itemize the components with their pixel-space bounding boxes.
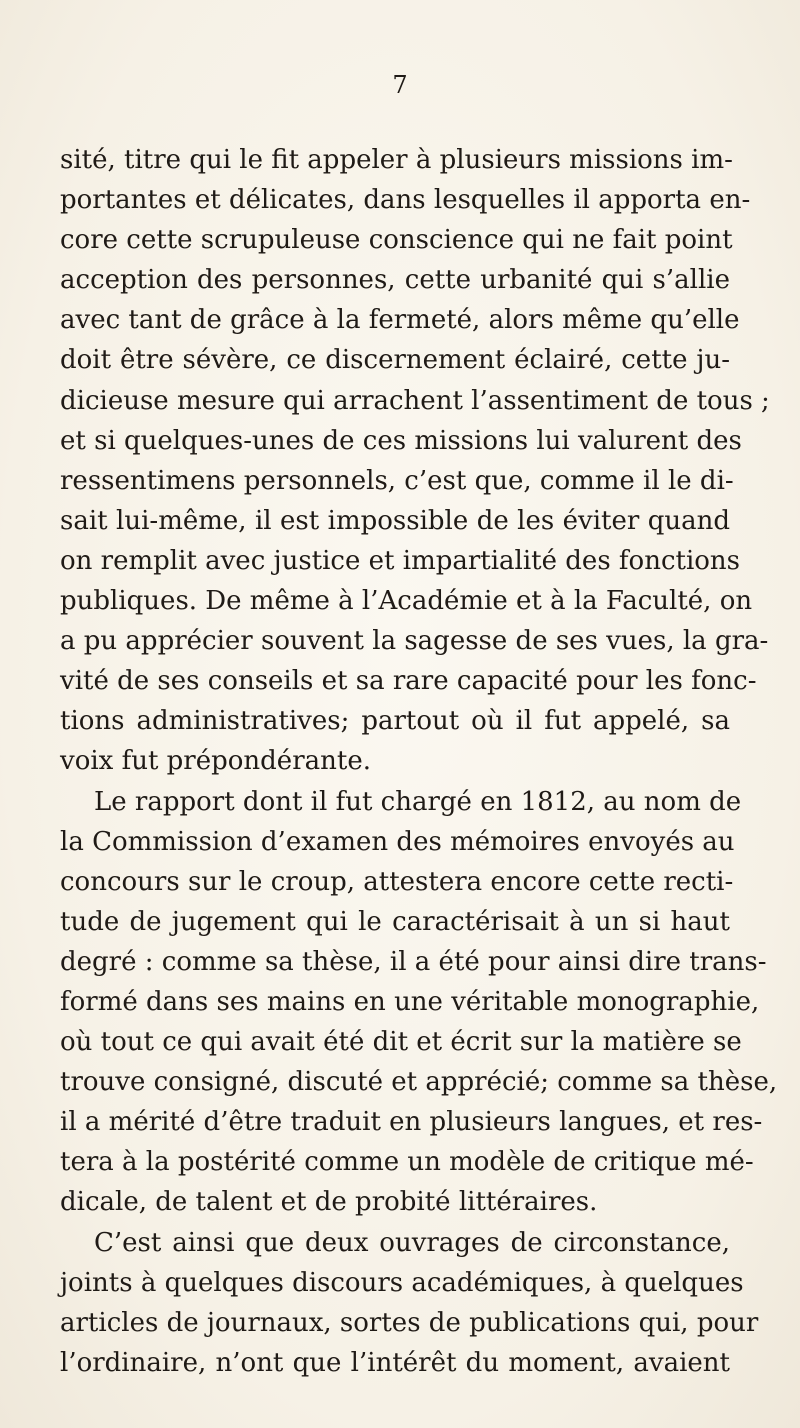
text-line: on remplit avec justice et impartialité des fonctions <box>60 545 741 576</box>
text-line: tera à la postérité comme un modèle de critique mé- <box>60 1147 754 1178</box>
text-line: sité, titre qui le fit appeler à plusieurs missions im- <box>60 145 733 175</box>
paragraph-start-line: C’est ainsi que deux ouvrages de circonstance, <box>94 1227 730 1258</box>
text-line: sait lui-même, il est impossible de les éviter quand <box>60 505 730 536</box>
text-line: et si quelques-unes de ces missions lui valurent des <box>60 425 742 456</box>
text-line: où tout ce qui avait été dit et écrit sur la matière se <box>60 1027 742 1058</box>
text-line: degré : comme sa thèse, il a été pour ainsi dire trans- <box>60 946 767 977</box>
text-line: joints à quelques discours académiques, à quelques <box>60 1267 744 1298</box>
paragraph-start-line: Le rapport dont il fut chargé en 1812, au nom de <box>94 786 742 817</box>
paragraph-end-line: dicale, de talent et de probité littéraires. <box>60 1187 598 1218</box>
text-line: publiques. De même à l’Académie et à la Faculté, on <box>60 586 753 617</box>
text-line: avec tant de grâce à la fermeté, alors même qu’elle <box>60 305 740 336</box>
text-line: l’ordinaire, n’ont que l’intérêt du moment, avaient <box>60 1347 730 1378</box>
text-line: il a mérité d’être traduit en plusieurs langues, et res- <box>60 1107 763 1138</box>
text-line: tude de jugement qui le caractérisait à un si haut <box>60 906 730 937</box>
text-line: portantes et délicates, dans lesquelles il apporta en- <box>60 185 751 216</box>
text-line: a pu apprécier souvent la sagesse de ses vues, la gra- <box>60 626 769 657</box>
text-line: articles de journaux, sortes de publications qui, pour <box>60 1307 759 1338</box>
text-line: concours sur le croup, attestera encore cette recti- <box>60 866 734 897</box>
text-line: dicieuse mesure qui arrachent l’assentiment de tous ; <box>60 385 770 416</box>
text-line: trouve consigné, discuté et apprécié; comme sa thèse, <box>60 1067 778 1098</box>
text-line: vité de ses conseils et sa rare capacité pour les fonc- <box>60 666 757 697</box>
text-line: tions administratives; partout où il fut appelé, sa <box>60 706 730 737</box>
text-line: core cette scrupuleuse conscience qui ne fait point <box>60 225 733 256</box>
text-line: acception des personnes, cette urbanité qui s’allie <box>60 265 730 296</box>
body-text <box>60 140 778 1383</box>
page-number: 7 <box>392 71 408 99</box>
text-line: la Commission d’examen des mémoires envoyés au <box>60 826 735 857</box>
paragraph-end-line: voix fut prépondérante. <box>60 746 371 777</box>
text-line: formé dans ses mains en une véritable monographie, <box>60 986 760 1017</box>
text-line: ressentimens personnels, c’est que, comme il le di- <box>60 465 734 496</box>
text-line: doit être sévère, ce discernement éclairé, cette ju- <box>60 345 730 376</box>
